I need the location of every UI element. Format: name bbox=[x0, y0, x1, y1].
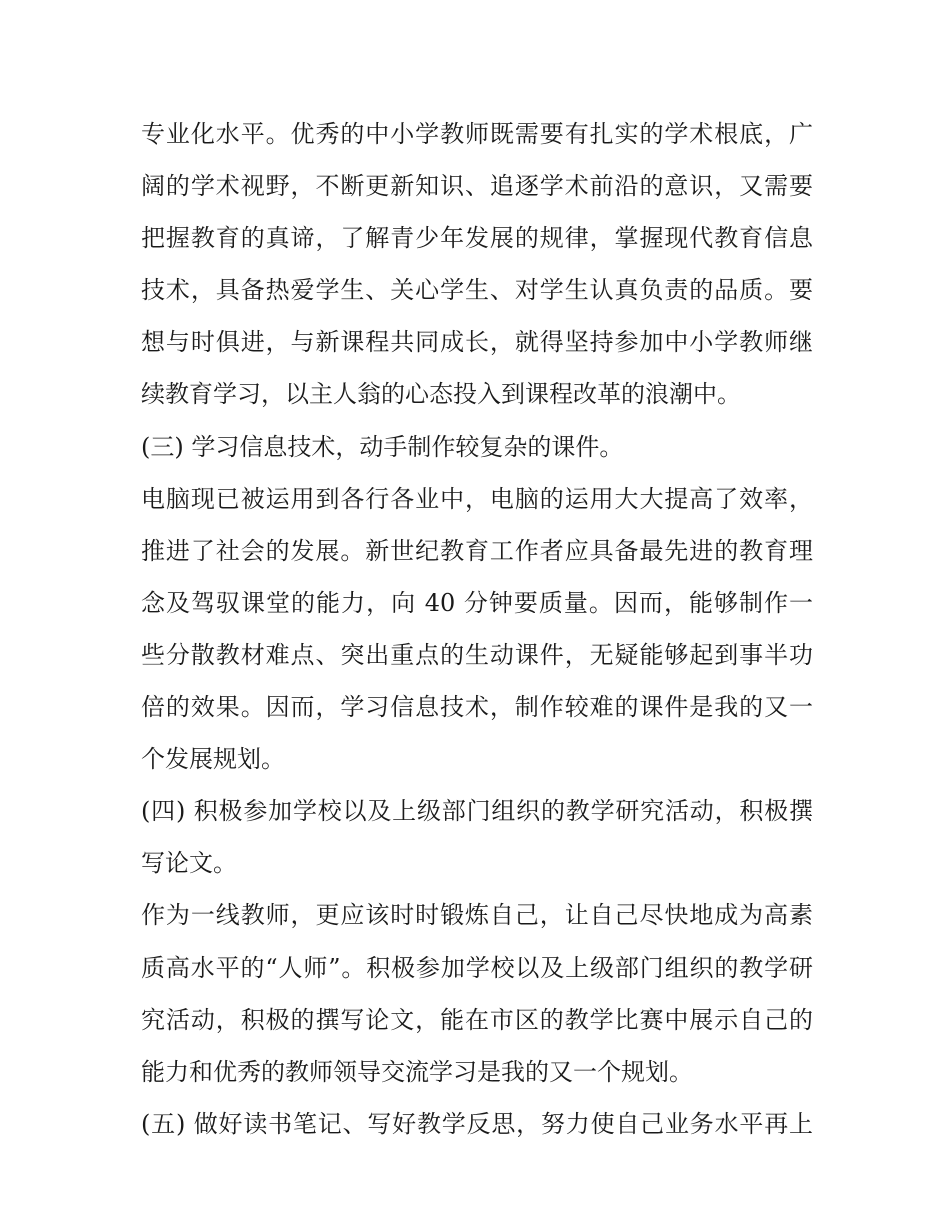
section-heading-4-cont: 写论文。 bbox=[141, 849, 237, 878]
document-body bbox=[141, 108, 813, 1150]
section-heading-3: (三) 学习信息技术，动手制作较复杂的课件。 bbox=[141, 432, 624, 461]
text-line: 念及驾驭课堂的能力，向 40 分钟要质量。因而，能够制作一 bbox=[141, 588, 813, 617]
text-line: 把握教育的真谛，了解青少年发展的规律，掌握现代教育信息 bbox=[141, 224, 813, 253]
text-line: 续教育学习，以主人翁的心态投入到课程改革的浪潮中。 bbox=[141, 380, 741, 409]
text-line: 专业化水平。优秀的中小学教师既需要有扎实的学术根底，广 bbox=[141, 120, 813, 148]
text-line: 阔的学术视野，不断更新知识、追逐学术前沿的意识，又需要 bbox=[141, 172, 813, 201]
section-heading-5: (五) 做好读书笔记、写好教学反思，努力使自己业务水平再上 bbox=[141, 1109, 813, 1138]
text-line: 能力和优秀的教师领导交流学习是我的又一个规划。 bbox=[141, 1057, 693, 1086]
text-line: 推进了社会的发展。新世纪教育工作者应具备最先进的教育理 bbox=[141, 536, 813, 565]
text-line: 个发展规划。 bbox=[141, 745, 285, 774]
text-line: 质高水平的“人师”。积极参加学校以及上级部门组织的教学研 bbox=[141, 953, 813, 982]
text-line: 电脑现已被运用到各行各业中，电脑的运用大大提高了效率， bbox=[141, 484, 813, 513]
section-heading-4: (四) 积极参加学校以及上级部门组织的教学研究活动，积极撰 bbox=[141, 797, 813, 826]
text-line: 些分散教材难点、突出重点的生动课件，无疑能够起到事半功 bbox=[141, 640, 813, 669]
text-line: 想与时俱进，与新课程共同成长，就得坚持参加中小学教师继 bbox=[141, 328, 813, 357]
text-line: 技术，具备热爱学生、关心学生、对学生认真负责的品质。要 bbox=[141, 276, 813, 305]
text-line: 倍的效果。因而，学习信息技术，制作较难的课件是我的又一 bbox=[141, 693, 813, 722]
text-line: 究活动，积极的撰写论文，能在市区的教学比赛中展示自己的 bbox=[141, 1005, 813, 1034]
text-line: 作为一线教师，更应该时时锻炼自己，让自己尽快地成为高素 bbox=[141, 901, 813, 930]
